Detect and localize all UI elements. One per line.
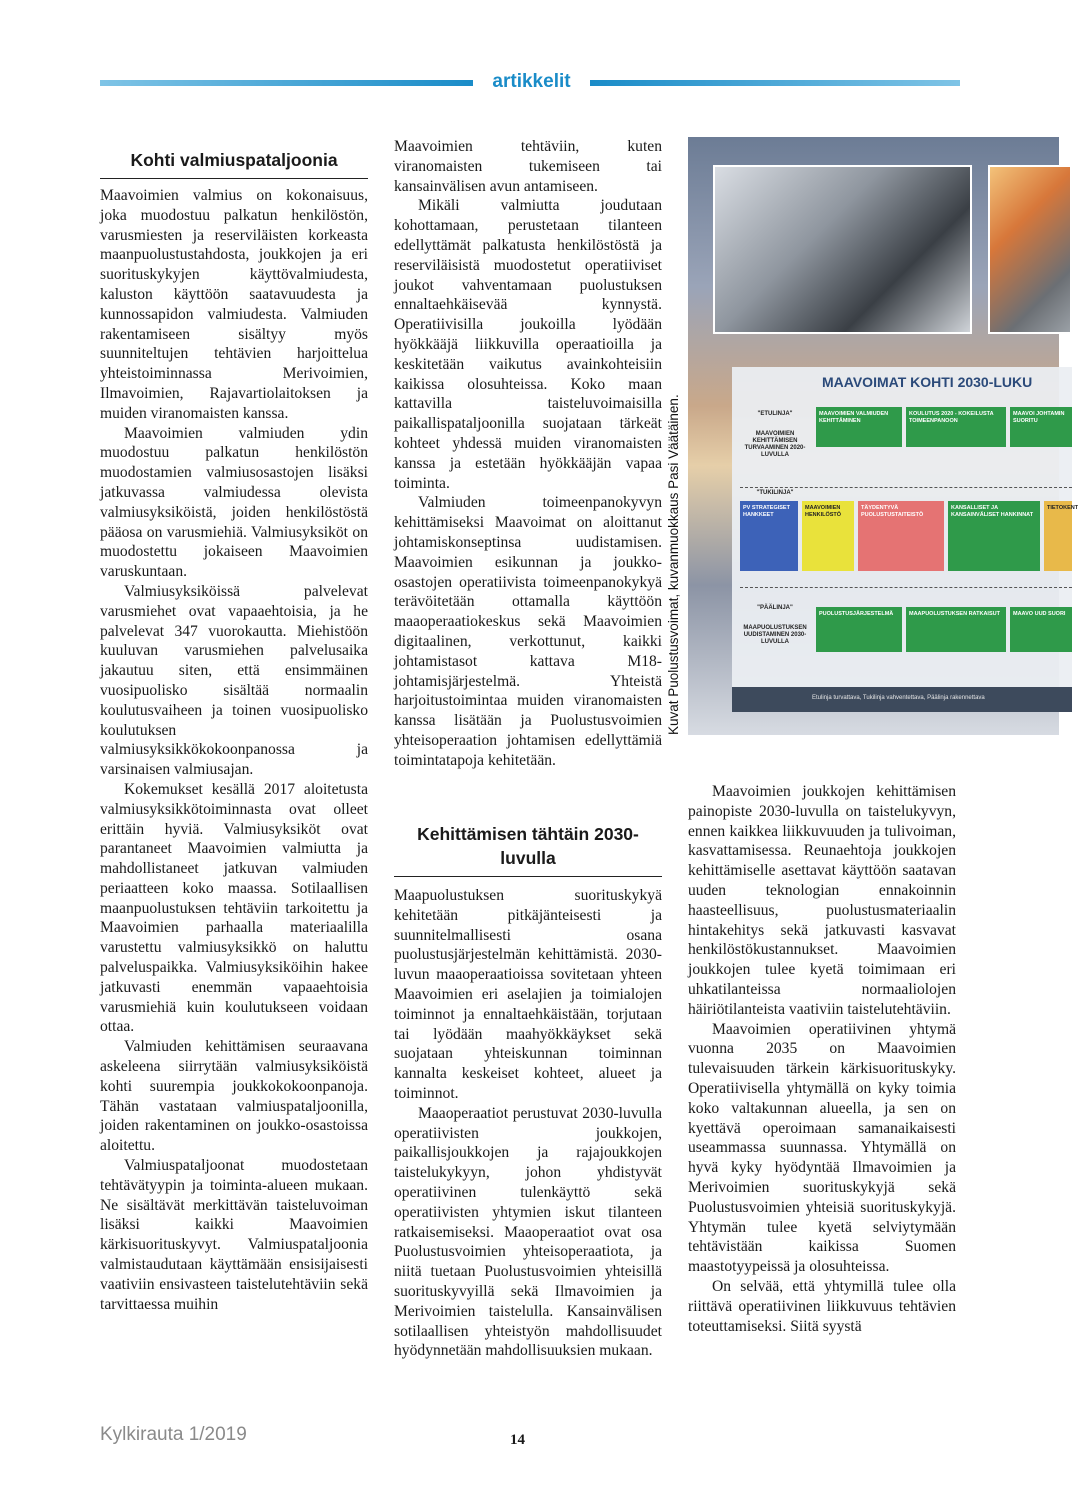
infographic-footer-text: Etulinja turvattava, Tukilinja vahventettava, Päälinja rakennettava bbox=[812, 695, 985, 701]
paragraph: Valmiuden kehittämisen seuraavana askeleena siirrytään valmiusyksiköistä kohti suurempia joukkokokoonpanoja. Tähän vastataan valmiuspataljoonilla, joiden rakentaminen on joukko-osastoissa aloitettu. bbox=[100, 1038, 368, 1155]
row-desc-etulinja: MAAVOIMIEN KEHITTÄMISEN TURVAAMINEN 2020-LUVULLA bbox=[744, 431, 806, 458]
paragraph: Maavoimien joukkojen kehittämisen painopiste 2030-luvulla on taistelukyvyn, ennen kaikkea liikkuvuuden ja tulivoiman, kasvattamisessa. Reunaehtoja joukkojen kehittämiselle asettavat käyttöön saatavan uuden teknologian ennakoinnin haasteellisuus, puolustusmateriaalin hintakehitys sekä jatkuvasti kasvavat henkilöstökustannukset. Maavoimien joukkojen tulee kyetä toimimaan eri uhkatilanteissa normaaliolojen häiriötilanteista vaativiin taistelutehtäviin. bbox=[688, 783, 956, 1018]
article-figure bbox=[688, 137, 1078, 735]
box-tietokent: TIETOKENT bbox=[1044, 501, 1072, 571]
infographic-title: MAAVOIMAT KOHTI 2030-LUKU bbox=[822, 374, 1033, 390]
paragraph: Valmiuspataljoonat muodostetaan tehtävätyypin ja toiminta-alueen mukaan. Ne sisältävät merkittävän taisteluvoiman lisäksi kaikki Maavoimien kärkisuorituskyvyt. Valmiuspataljoonia valmistaudutaan käyttämään ensisijaisesti vaativiin ensivasteen taistelutehtäviin sekä tarvittaessa muihin bbox=[100, 1157, 368, 1313]
article-heading: Kohti valmiuspataljoonia bbox=[100, 148, 368, 179]
dashed-divider bbox=[740, 587, 1072, 588]
row-label-tukilinja: "TUKILINJA" bbox=[756, 490, 794, 496]
row-desc-paalinja: MAAPUOLUSTUKSEN UUDISTAMINEN 2030-LUVULLA bbox=[743, 625, 807, 645]
row-label-paalinja: "PÄÄLINJA" bbox=[757, 605, 793, 611]
photo-credit: Kuvat Puolustusvoimat, kuvanmuokkaus Pasi Väätäinen. bbox=[666, 394, 681, 735]
paragraph: Kokemukset kesällä 2017 aloitetusta valmiusyksikkötoiminnasta ovat olleet erittäin hyviä. Valmiusyksiköt ovat parantaneet Maavoimien valmiutta ja mahdollistaneet jatkuvan valmiuden periaatteen koko maassa. Sotilaallisen maanpuolustuksen tehtäviin tarkoitettu ja Maavoimien parhaalla materiaalilla varustettu valmiusyksikkö on haluttu palveluspaikka. Valmiusyksiköihin hakee jatkuvasti enemmän vapaaehtoisia varusmiehiä kuin koulutukseen voidaan ottaa. bbox=[100, 780, 368, 1036]
explosion-photo bbox=[988, 165, 1072, 334]
box-uudistus: MAAVO UUD SUORI bbox=[1010, 607, 1072, 652]
header-rule-left bbox=[100, 80, 473, 86]
box-valmius: MAAVOIMIEN VALMIUDEN KEHITTÄMINEN bbox=[816, 407, 902, 447]
box-puolustusjarjestelma: PUOLUSTUSJÄRJESTELMÄ bbox=[816, 607, 902, 652]
box-johtaminen: MAAVOI JOHTAMIN SUORITU bbox=[1010, 407, 1072, 447]
paragraph: Maavoimien valmius on kokonaisuus, joka muodostuu palkatun henkilöstön, varusmiesten ja reserviläisten korkeasta maanpuolustustahdosta, joukkojen ja eri suorituskykyjen käyttövalmiudesta, kaluston käyttöön saatavuudesta ja kunnossapidon valmiudesta. Valmiuden rakentamiseen sisältyy myös suunniteltujen tehtävien harjoittelua yhteistoiminnassa Merivoimien, Ilmavoimien, Rajavartiolaitoksen ja muiden viranomaisten kanssa. bbox=[100, 187, 368, 422]
paragraph: Maapuolustuksen suorituskykyä kehitetään pitkäjänteisesti ja suunnitelmallisesti osana puolustusjärjestelmän kehittämistä. 2030-luvun maaoperaatioissa sovitetaan yhteen Maavoimien eri aselajien ja toimialojen toiminnot ja ennaltaehkäistään, torjutaan tai lyödään maahyökkäykset sekä suojataan yhteiskunnan toiminnan kannalta keskeiset kohteet, alueet ja toiminnot. bbox=[394, 887, 662, 1102]
box-taiteisto: TÄYDENTYVÄ PUOLUSTUSTAITEISTÖ bbox=[858, 501, 944, 571]
paragraph: Maaoperaatiot perustuvat 2030-luvulla operatiivisten joukkojen, paikallisjoukkojen ja rajajoukkojen taistelukykyyn, johon yhdistyvät operatiivinen tulenkäyttö sekä operatiivisten yhtymien iskut tilanteen ratkaisemiseksi. Maaoperaatiot ovat osa Puolustusvoimien yhteisoperaatiota, ja niitä tuetaan Puolustusvoimien yhteisillä suorituskyvyillä sekä Ilmavoimien ja Merivoimien taistelulla. Kansainvälisen sotilaallisen yhteistyön mahdollisuudet hyödynnetään mahdollisuuksien mukaan. bbox=[394, 1104, 662, 1360]
dashed-divider bbox=[740, 487, 1072, 488]
row-label-etulinja: "ETULINJA" bbox=[757, 411, 793, 417]
paragraph: Maavoimien valmiuden ydin muodostuu palkatun henkilöstön muodostamien valmiusosastojen lisäksi jatkuvassa valmiudessa olevista valmiusyksiköistä, joiden henkilöstöstä pääosa on varusmiehiä. Valmiusyksiköt on muodostettu jokaiseen Maavoimien varuskuntaan. bbox=[100, 424, 368, 581]
box-hankinnat: KANSALLISET JA KANSAINVÄLISET HANKINNAT bbox=[948, 501, 1040, 571]
paragraph: Valmiusyksiköissä palvelevat varusmiehet ovat vapaaehtoisia, ja he palvelevat 347 vuorokautta. Miehistöön kuuluvan varusmiehen palvelusaika jakautuu siten, että ensimmäinen vuosipuolisko sisältää normaalin koulutusvaiheen ja toinen vuosipuolisko koulutuksen valmiusyksikkökokoonpanossa ja varsinaisen valmiusajan. bbox=[100, 582, 368, 779]
box-pv-hankkeet: PV STRATEGISET HANKKEET bbox=[740, 501, 798, 571]
box-ratkaisut: MAAPUOLUSTUKSEN RATKAISUT bbox=[906, 607, 1006, 652]
paragraph: On selvää, että yhtymillä tulee olla riittävä operatiivinen liikkuvuus tehtävien toteuttamiseksi. Siitä syystä bbox=[688, 1277, 956, 1335]
infographic bbox=[732, 367, 1078, 712]
column-2-top bbox=[394, 137, 662, 771]
paragraph: Maavoimien tehtäviin, kuten viranomaisten tukemiseen tai kansainvälisen avun antamiseen. bbox=[394, 138, 662, 195]
paragraph: Mikäli valmiutta joudutaan kohottamaan, perustetaan tilanteen edellyttämät palkatusta henkilöstöstä ja reserviläisistä muodostetut operatiiviset joukot vahventamaan puolustuksen ennaltaehkäisevää kynnystä. Operatiivisilla joukoilla lyödään hyökkääjä liikkuvilla operaatioilla ja keskitetään vaikutus avainkohteisiin kaikissa olosuhteissa. Koko maan kattavilla taisteluvoimaisilla paikallispataljoonilla suojataan tärkeät kohteet yhdessä muiden viranomaisten kanssa ja estetään hyökkääjän vapaa toiminta. bbox=[394, 197, 662, 492]
column-1 bbox=[100, 186, 368, 1314]
box-henkilosto: MAAVOIMIEN HENKILÖSTÖ bbox=[802, 501, 854, 571]
soldiers-photo bbox=[713, 165, 972, 334]
column-3 bbox=[688, 782, 956, 1336]
box-koulutus: KOULUTUS 2020 - KOKEILUSTA TOIMEENPANOON bbox=[906, 407, 1006, 447]
page-number: 14 bbox=[510, 1432, 525, 1448]
header-rule-right bbox=[590, 80, 960, 86]
column-2-bottom bbox=[394, 886, 662, 1361]
paragraph: Maavoimien operatiivinen yhtymä vuonna 2035 on Maavoimien tulevaisuuden tärkein kärkisuorituskyky. Operatiivisella yhtymällä on kyky toimia koko valtakunnan alueella, ja sen on kyettävä operoimaan samanaikaisesti useammassa suunnassa. Yhtymällä on hyvä kyky hyödyntää Ilmavoimien ja Merivoimien suorituskykyjä sekä Puolustusvoimien yhteisiä suorituskykyjä. Yhtymän tulee kyetä selviytymään tehtävistään kaikissa Suomen maastotyypeissä ja olosuhteissa. bbox=[688, 1020, 956, 1276]
infographic-footer bbox=[732, 687, 1072, 712]
magazine-issue: Kylkirauta 1/2019 bbox=[100, 1424, 247, 1445]
subheading: Kehittämisen tähtäin 2030-luvulla bbox=[394, 822, 662, 877]
section-label: artikkelit bbox=[492, 71, 571, 92]
paragraph: Valmiuden toimeenpanokyvyn kehittämiseksi Maavoimat on aloittanut johtamiskonseptinsa uudistamisen. Maavoimien esikunnan ja joukko-osastojen operatiivista toimeenpanokykyä terävöitetään ottamalla käyttöön maaoperaatiokeskus sekä Maavoimien digitaalinen, verkottunut, kaikki johtamistasot kattava M18-johtamisjärjestelmä. Yhteistä harjoitustoimintaa muiden viranomaisten kanssa lisätään ja Puolustusvoimien yhteisoperaation johtamisen edellyttämiä toimintatapoja kehitetään. bbox=[394, 494, 662, 769]
